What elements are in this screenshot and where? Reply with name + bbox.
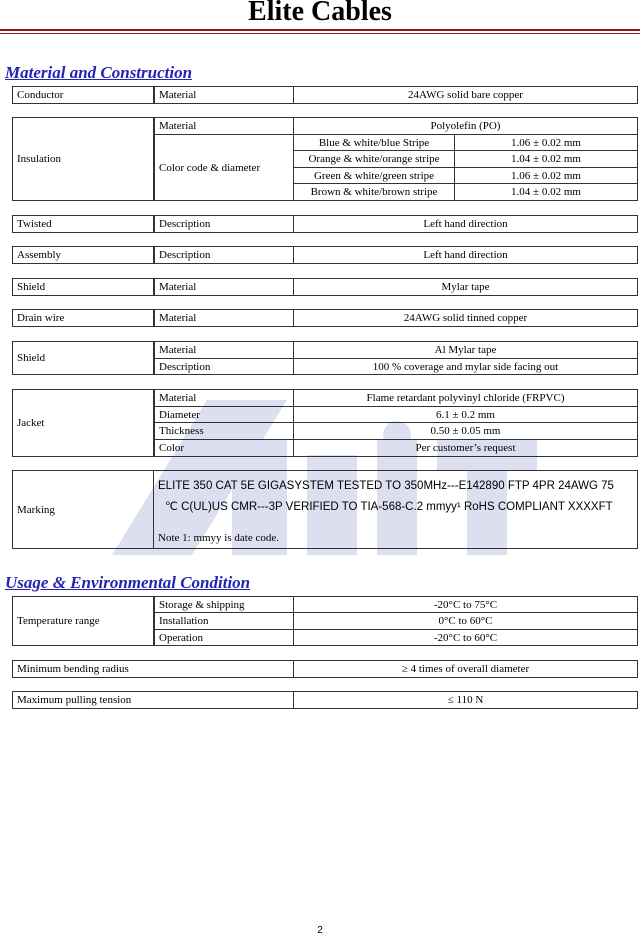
twisted-label: Twisted (12, 215, 154, 233)
jacket-row-label: Material (154, 389, 294, 407)
assembly-attr: Description (154, 246, 294, 264)
conductor-value: 24AWG solid bare copper (293, 86, 638, 104)
marking-note: Note 1: mmyy is date code. (158, 532, 279, 544)
temperature-row-value: 0°C to 60°C (293, 612, 638, 630)
section-material-construction: Material and Construction (5, 63, 193, 82)
bending-radius-value: ≥ 4 times of overall diameter (293, 660, 638, 678)
temperature-row-label: Installation (154, 612, 294, 630)
shield2-desc-label: Description (154, 358, 294, 375)
jacket-row-value: Per customer’s request (293, 439, 638, 457)
assembly-label: Assembly (12, 246, 154, 264)
pair-diameter: 1.06 ± 0.02 mm (454, 134, 638, 151)
marking-label: Marking (12, 470, 154, 549)
conductor-label: Conductor (12, 86, 154, 104)
drain-wire-attr: Material (154, 309, 294, 327)
pair-diameter: 1.06 ± 0.02 mm (454, 167, 638, 184)
bending-radius-label: Minimum bending radius (12, 660, 294, 678)
pair-color: Blue & white/blue Stripe (293, 134, 455, 151)
marking-text-line-2: ℃ C(UL)US CMR---3P VERIFIED TO TIA-568-C.2 mmyy¹ RoHS COMPLIANT XXXXFT (165, 501, 613, 513)
insulation-material-label: Material (154, 117, 294, 135)
jacket-row-value: 0.50 ± 0.05 mm (293, 422, 638, 440)
title-rule (0, 29, 640, 31)
pair-color: Green & white/green stripe (293, 167, 455, 184)
shield-label: Shield (12, 278, 154, 296)
pulling-tension-label: Maximum pulling tension (12, 691, 294, 709)
jacket-row-label: Diameter (154, 406, 294, 423)
pair-diameter: 1.04 ± 0.02 mm (454, 150, 638, 168)
jacket-row-label: Color (154, 439, 294, 457)
twisted-value: Left hand direction (293, 215, 638, 233)
pair-diameter: 1.04 ± 0.02 mm (454, 183, 638, 201)
marking-text-line-1: ELITE 350 CAT 5E GIGASYSTEM TESTED TO 350MHz---E142890 FTP 4PR 24AWG 75 (158, 480, 614, 492)
insulation-material-value: Polyolefin (PO) (293, 117, 638, 135)
twisted-attr: Description (154, 215, 294, 233)
temperature-label: Temperature range (12, 596, 154, 646)
pair-color: Orange & white/orange stripe (293, 150, 455, 168)
temperature-row-label: Storage & shipping (154, 596, 294, 613)
pair-color: Brown & white/brown stripe (293, 183, 455, 201)
shield2-material-label: Material (154, 341, 294, 359)
page-title: Elite Cables (248, 0, 392, 27)
shield-attr: Material (154, 278, 294, 296)
shield-value: Mylar tape (293, 278, 638, 296)
pulling-tension-value: ≤ 110 N (293, 691, 638, 709)
insulation-label: Insulation (12, 117, 154, 201)
jacket-row-label: Thickness (154, 422, 294, 440)
conductor-attr: Material (154, 86, 294, 104)
insulation-color-label: Color code & diameter (154, 134, 294, 201)
jacket-row-value: Flame retardant polyvinyl chloride (FRPVC) (293, 389, 638, 407)
section-usage-environment: Usage & Environmental Condition (5, 573, 251, 592)
jacket-row-value: 6.1 ± 0.2 mm (293, 406, 638, 423)
shield2-material-value: Al Mylar tape (293, 341, 638, 359)
drain-wire-label: Drain wire (12, 309, 154, 327)
assembly-value: Left hand direction (293, 246, 638, 264)
shield2-label: Shield (12, 341, 154, 375)
shield2-desc-value: 100 % coverage and mylar side facing out (293, 358, 638, 375)
temperature-row-value: -20°C to 75°C (293, 596, 638, 613)
drain-wire-value: 24AWG solid tinned copper (293, 309, 638, 327)
temperature-row-label: Operation (154, 629, 294, 646)
page-number: 2 (317, 925, 323, 936)
jacket-label: Jacket (12, 389, 154, 457)
title-rule-thin (0, 33, 640, 34)
temperature-row-value: -20°C to 60°C (293, 629, 638, 646)
